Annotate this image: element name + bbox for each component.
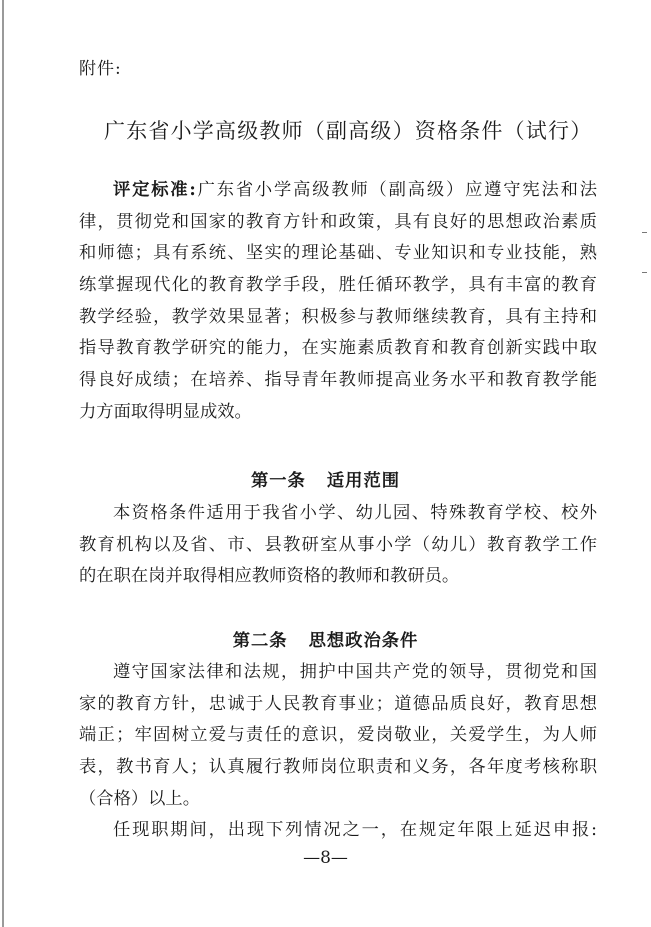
attachment-label: 附件: <box>79 59 122 79</box>
article-1-heading: 第一条 适用范围 <box>250 471 401 491</box>
article-2-line-5: （合格）以上。 <box>79 788 200 809</box>
article-2-extra-line: 任现职期间，出现下列情况之一，在规定年限上延迟申报: <box>113 820 597 841</box>
article-1-paragraph <box>79 498 597 593</box>
document-title: 广东省小学高级教师（副高级）资格条件（试行） <box>104 119 593 143</box>
article-1-line-3: 的在职在岗并取得相应教师资格的教师和教研员。 <box>79 566 460 587</box>
article-2-line-2: 家的教育方针，忠诚于人民教育事业；道德品质良好，教育思想 <box>79 693 597 714</box>
margin-mark <box>642 232 647 233</box>
criteria-line-1: 评定标准:广东省小学高级教师（副高级）应遵守宪法和法 <box>113 180 597 200</box>
criteria-line-6: 指导教育教学研究的能力，在实施素质教育和教育创新实践中取 <box>79 338 597 359</box>
criteria-paragraph <box>79 175 597 429</box>
criteria-line-8: 力方面取得明显成效。 <box>79 401 252 422</box>
article-2-line-1: 遵守国家法律和法规，拥护中国共产党的领导，贯彻党和国 <box>113 662 597 682</box>
page-number: —8— <box>303 848 348 868</box>
article-2-heading: 第二条 思想政治条件 <box>232 631 419 651</box>
criteria-label: 评定标准: <box>113 180 196 200</box>
criteria-line-2: 律，贯彻党和国家的教育方针和政策，具有良好的思想政治素质 <box>79 211 597 232</box>
margin-mark <box>642 272 647 273</box>
criteria-line-4: 练掌握现代化的教育教学手段，胜任循环教学，具有丰富的教育 <box>79 275 597 296</box>
criteria-line-5: 教学经验，教学效果显著；积极参与教师继续教育，具有主持和 <box>79 306 597 327</box>
article-1-line-1: 本资格条件适用于我省小学、幼儿园、特殊教育学校、校外 <box>113 503 597 523</box>
criteria-line-3: 和师德；具有系统、坚实的理论基础、专业知识和专业技能，熟 <box>79 243 597 264</box>
article-2-line-3: 端正；牢固树立爱与责任的意识，爱岗敬业，关爱学生，为人师 <box>79 725 597 746</box>
article-1-line-2: 教育机构以及省、市、县教研室从事小学（幼儿）教育教学工作 <box>79 534 597 555</box>
article-2-line-4: 表，教书育人；认真履行教师岗位职责和义务，各年度考核称职 <box>79 757 597 778</box>
page-left-edge <box>2 0 4 927</box>
article-2-paragraph <box>79 657 597 847</box>
criteria-line-7: 得良好成绩；在培养、指导青年教师提高业务水平和教育教学能 <box>79 370 597 391</box>
